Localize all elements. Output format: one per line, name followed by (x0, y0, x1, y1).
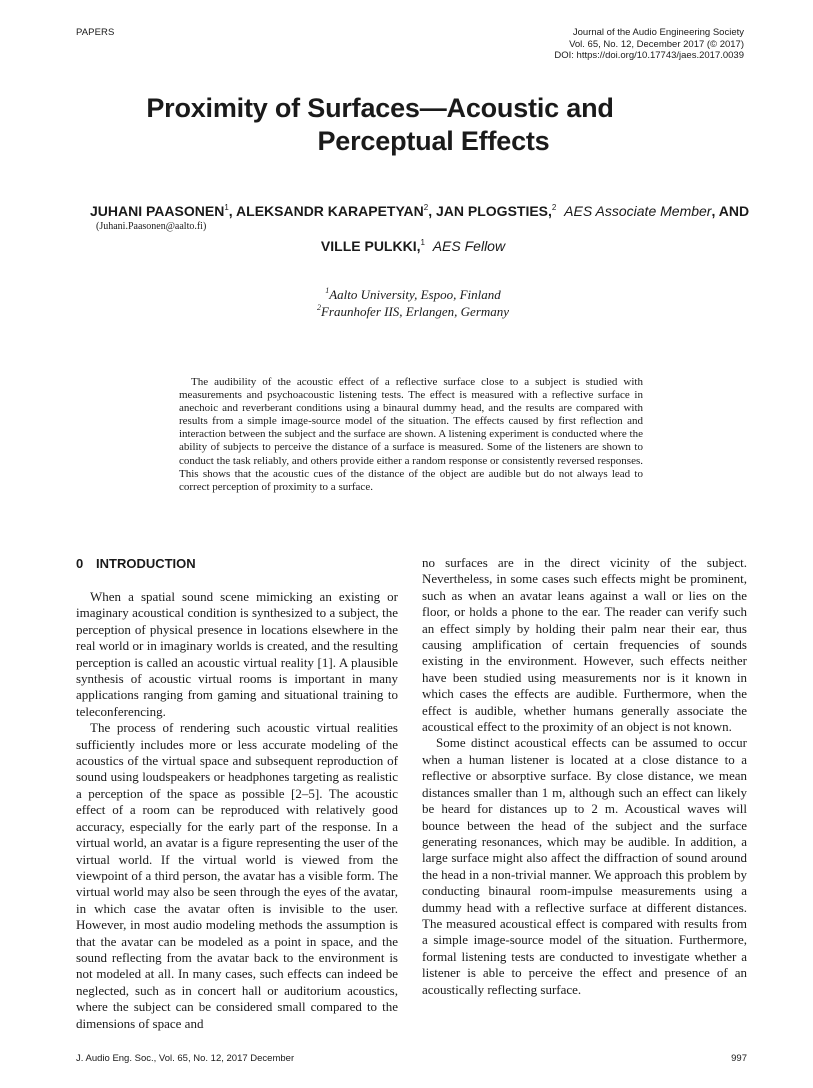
author-name: VILLE PULKKI, (320, 238, 421, 254)
section-label: PAPERS (76, 27, 115, 38)
section-title: INTRODUCTION (96, 556, 196, 571)
paragraph: When a spatial sound scene mimicking an existing or imaginary acoustical condition is synthesized to a subject, the perception of physical presence in locations elsewhere in the real world or in imaginary worlds is created, and the resulting perception is called an acoustic virtual reality [1]. A plausible synthesis of acoustic virtual rooms is important in many applications ranging from gaming and situational training to teleconferencing. (76, 589, 398, 719)
body-column-left (76, 589, 398, 1032)
title-line-2: Perceptual Effects (317, 126, 550, 156)
journal-volume: Vol. 65, No. 12, December 2017 (© 2017) (569, 38, 744, 50)
section-heading (76, 556, 196, 571)
affiliation-text: Aalto University, Espoo, Finland (329, 287, 501, 302)
affiliation-1 (0, 287, 813, 303)
paragraph: no surfaces are in the direct vicinity of the subject. Nevertheless, in some cases such effects might be prominent, such as when an avatar leans against a wall or lies on the floor, or holds a phone to the ear. The reader can verify such an effect simply by holding their palm near their ear, thus causing amplification of certain frequencies of sounds existing in the environment. However, such effects neither have been studied using measurements nor is it known in which cases the effects are audible. Furthermore, when the effect is audible, whether humans generally associate the acoustical effect to the proximity of an object is not known. (422, 555, 747, 735)
affiliation-2 (0, 304, 813, 320)
author-role: AES Associate Member (564, 203, 712, 219)
journal-name: Journal of the Audio Engineering Society (572, 27, 744, 38)
author-name: JAN PLOGSTIES, (436, 203, 552, 219)
affiliation-sup: 1 (325, 286, 330, 295)
page-number: 997 (731, 1053, 747, 1064)
abstract: The audibility of the acoustic effect of a reflective surface close to a subject is studied with measurements and psychoacoustic listening tests. The effect is measured with a reflective surface in anechoic and reverberant conditions using a binaural dummy head, and the results are compared with results from a simple image-source model of the situation. The effects caused by first reflection and interaction between the subject and the surface are shown. A listening experiment is conducted where the ability of subjects to perceive the distance of a surface is measured. Some of the listeners are shown to conduct the task reliably, and others provide either a random response or consistently reversed responses. This shows that the acoustic cues of the distance of the object are audible but do not always lead to correct perception of proximity to a surface. (179, 376, 643, 493)
author-name: JUHANI PAASONEN (90, 203, 225, 219)
footer-citation: J. Audio Eng. Soc., Vol. 65, No. 12, 2017 December (76, 1053, 295, 1064)
doi-link[interactable]: DOI: https://doi.org/10.17743/jaes.2017.0039 (554, 50, 744, 61)
author-affil-sup: 2 (551, 203, 557, 212)
title-line-1: Proximity of Surfaces—Acoustic and (146, 93, 614, 123)
affiliation-text: Fraunhofer IIS, Erlangen, Germany (320, 304, 510, 319)
author-line-1: JUHANI PAASONEN$^1$, ALEKSANDR KARAPETYAN$^2$, JAN PLOGSTIES,$^2$ AES Associate Member, AND (90, 203, 750, 219)
section-number: 0 (76, 556, 84, 571)
author-name: ALEKSANDR KARAPETYAN (236, 203, 424, 219)
author-email[interactable]: (Juhani.Paasonen@aalto.fi) (96, 221, 207, 232)
author-affil-sup: 2 (423, 203, 429, 212)
paragraph: The process of rendering such acoustic virtual realities sufficiently includes more or less accurate modeling of the acoustics of the virtual space and subsequent reproduction of sound using loudspeakers or headphones targeting as realistic a perception of the space as possible [2–5]. The acoustic effect of a room can be reproduced with relatively good accuracy, especially for the early part of the response. In a virtual world, an avatar is a figure representing the user of the virtual world. If the virtual world is viewed from the viewpoint of a third person, the avatar has a visible form. The virtual world may also be seen through the eyes of the avatar, in which case the avatar often is invisible to the user. However, in most audio modeling methods the assumption is that the avatar can be modeled as a point in space, and the sound reflecting from the avatar back to the environment is not modeled at all. In many cases, such effects can indeed be neglected, such as in concert hall or auditorium acoustics, where the subject can be considered small compared to the dimensions of space and (76, 720, 398, 1031)
author-role: AES Fellow (432, 238, 506, 254)
affiliation-sup: 2 (316, 303, 321, 312)
paper-title (0, 92, 760, 158)
author-affil-sup: 1 (420, 238, 425, 247)
paragraph: Some distinct acoustical effects can be assumed to occur when a human listener is located at a close distance to a reflective or absorptive surface. By close distance, we mean distances smaller than 1 m, although such an effect can likely be heard for distances up to 2 m. Acoustical waves will bounce between the head of the subject and the surface generating resonances, which may be audible. In addition, a large surface might also affect the diffraction of sound around the head in a non-trivial manner. We approach this problem by conducting binaural room-impulse measurements using a dummy head with a reflective surface at different distances. The measured acoustical effect is compared with results from a simple image-source model of the situation. Furthermore, formal listening tests are conducted to investigate whether a listener is able to perceive the effect and presence of an acoustically reflecting surface. (422, 735, 747, 997)
body-column-right (422, 555, 747, 998)
author-line-2 (0, 238, 813, 254)
author-conjunction: , AND (711, 203, 750, 219)
journal-info (554, 27, 744, 62)
author-affil-sup: 1 (224, 203, 229, 212)
